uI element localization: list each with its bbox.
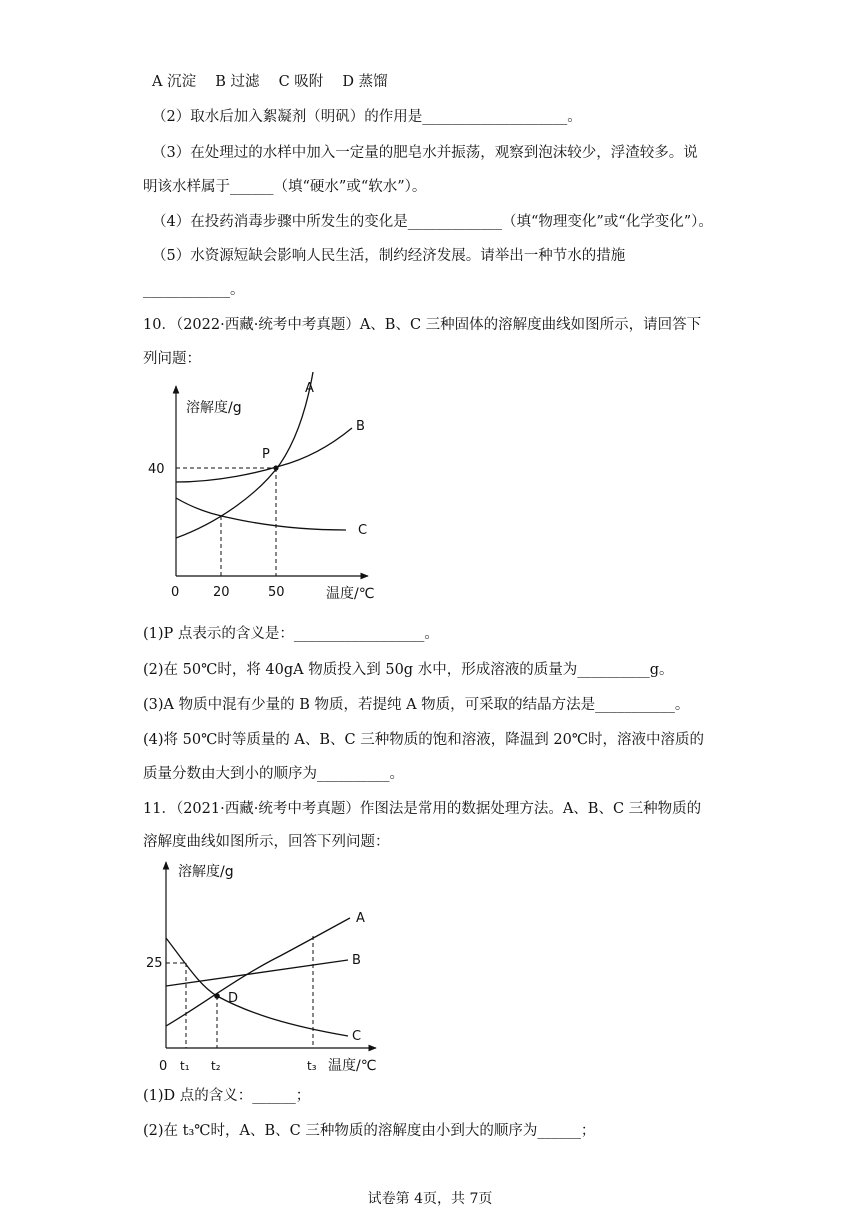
curve-a-label: A — [305, 381, 314, 396]
question-10-1: (1)P 点表示的含义是：__________________。 — [143, 626, 439, 642]
curve-a — [166, 918, 350, 1026]
x-axis-label: 温度/℃ — [326, 586, 375, 602]
page-footer: 试卷第 4页，共 7页 — [367, 1191, 493, 1207]
question-11-stem: 11．（2021·西藏·统考中考真题）作图法是常用的数据处理方法。A、B、C 三种物质的 — [143, 801, 702, 817]
question-10-4-cont: 质量分数由大到小的顺序为__________。 — [143, 766, 404, 782]
x-tick-50: 50 — [268, 585, 285, 600]
x-tick-0: 0 — [171, 585, 180, 600]
curve-c — [166, 938, 348, 1036]
point-d — [214, 993, 220, 999]
question-10-stem: 10．（2022·西藏·统考中考真题）A、B、C 三种固体的溶解度曲线如图所示，请回答下 — [143, 317, 702, 333]
curve-c-label: C — [358, 523, 368, 538]
question-9-2: （2）取水后加入絮凝剂（明矾）的作用是____________________。 — [152, 109, 582, 125]
curve-c-label: C — [352, 1029, 362, 1044]
x-tick-t2: t₂ — [211, 1059, 221, 1073]
question-10-4: (4)将 50℃时等质量的 A、B、C 三种物质的饱和溶液，降温到 20℃时，溶液中溶质的 — [143, 732, 705, 748]
x-tick-20: 20 — [213, 585, 230, 600]
y-tick-40: 40 — [148, 462, 165, 477]
y-axis-label: 溶解度/g — [186, 400, 242, 416]
y-tick-25: 25 — [146, 956, 163, 971]
question-9-5: （5）水资源短缺会影响人民生活，制约经济发展。请举出一种节水的措施 — [152, 248, 626, 264]
origin-label: 0 — [159, 1059, 168, 1074]
question-10-3: (3)A 物质中混有少量的 B 物质，若提纯 A 物质，可采取的结晶方法是___________。 — [143, 697, 690, 713]
question-10-2: (2)在 50℃时，将 40gA 物质投入到 50g 水中，形成溶液的质量为__________g。 — [143, 662, 674, 678]
point-p — [273, 465, 278, 470]
question-9-3-cont: 明该水样属于______（填“硬水”或“软水”）。 — [143, 179, 427, 195]
question-9-5-blank: ____________。 — [143, 282, 245, 298]
curve-a — [176, 372, 313, 538]
question-10-stem-cont: 列问题： — [143, 351, 201, 367]
solubility-chart-2 — [140, 852, 390, 1084]
point-d-label: D — [228, 991, 239, 1006]
question-9-3: （3）在处理过的水样中加入一定量的肥皂水并振荡，观察到泡沫较少，浮渣较多。说 — [152, 145, 698, 161]
curve-c — [176, 498, 346, 530]
question-11-stem-cont: 溶解度曲线如图所示，回答下列问题： — [143, 834, 390, 850]
x-tick-t3: t₃ — [307, 1059, 317, 1073]
solubility-chart-1 — [140, 372, 400, 608]
curve-b-label: B — [352, 953, 361, 968]
y-axis-label: 溶解度/g — [178, 864, 234, 880]
curve-b-label: B — [356, 419, 365, 434]
question-11-1: (1)D 点的含义：______； — [143, 1088, 311, 1104]
question-11-2: (2)在 t₃℃时，A、B、C 三种物质的溶解度由小到大的顺序为______； — [143, 1123, 596, 1139]
x-axis-label: 温度/℃ — [328, 1058, 377, 1074]
option-line: A 沉淀 B 过滤 C 吸附 D 蒸馏 — [152, 74, 388, 90]
curve-a-label: A — [356, 911, 365, 926]
question-9-4: （4）在投药消毒步骤中所发生的变化是_____________（填“物理变化”或“化学变化”）。 — [152, 214, 713, 230]
x-tick-t1: t₁ — [180, 1059, 190, 1073]
point-p-label: P — [262, 447, 270, 462]
